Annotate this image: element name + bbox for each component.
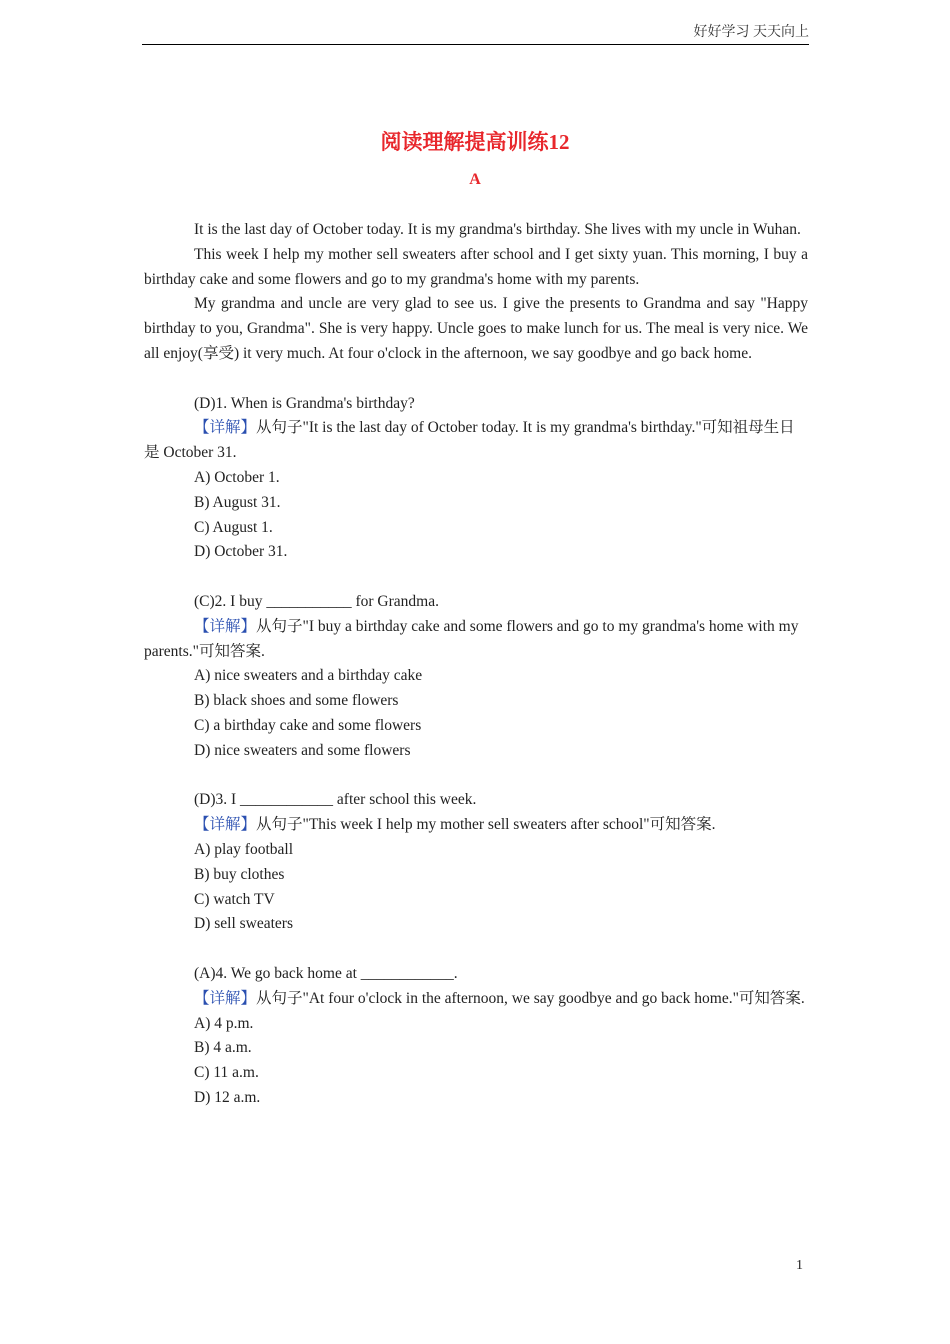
option-a: A) October 1.	[194, 468, 280, 486]
question-stem: (C)2. I buy ___________ for Grandma.	[194, 592, 439, 610]
option-d: D) sell sweaters	[194, 915, 293, 933]
option-d: D) October 31.	[194, 543, 288, 561]
passage-paragraph: It is the last day of October today. It is my grandma's birthday. She lives with my uncle in Wuhan.	[194, 221, 801, 238]
question-explanation	[144, 615, 808, 665]
option-c: C) a birthday cake and some flowers	[194, 716, 422, 734]
question-block	[144, 788, 808, 937]
question-block	[144, 392, 808, 566]
question-explanation	[144, 813, 808, 838]
explanation-tag: 【详解】	[194, 617, 257, 635]
option-b: B) 4 a.m.	[194, 1039, 252, 1057]
question-stem: (D)1. When is Grandma's birthday?	[194, 394, 415, 412]
option-b: B) black shoes and some flowers	[194, 692, 399, 710]
document-body	[144, 218, 808, 1111]
option-a: A) nice sweaters and a birthday cake	[194, 667, 423, 685]
question-explanation	[144, 416, 808, 466]
explanation-text: 从句子"At four o'clock in the afternoon, we say goodbye and go back home."可知答案.	[256, 989, 805, 1007]
section-label: A	[469, 171, 481, 188]
page-title: 阅读理解提高训练12	[380, 130, 570, 154]
explanation-tag: 【详解】	[194, 419, 257, 437]
option-b: B) August 31.	[194, 493, 281, 511]
explanation-text: 从句子"I buy a birthday cake and some flowers and go to my grandma's home with my parents."可知答案.	[144, 617, 799, 660]
explanation-text: 从句子"This week I help my mother sell sweaters after school"可知答案.	[256, 816, 716, 834]
question-explanation	[144, 987, 808, 1012]
explanation-tag: 【详解】	[194, 989, 257, 1007]
option-b: B) buy clothes	[194, 865, 285, 883]
page-number: 1	[796, 1258, 803, 1273]
explanation-text: 从句子"It is the last day of October today. It is my grandma's birthday."可知祖母生日是 October 31.	[144, 419, 795, 462]
option-a: A) play football	[194, 840, 294, 858]
option-c: C) August 1.	[194, 518, 273, 536]
question-stem: (D)3. I ____________ after school this week.	[194, 791, 477, 809]
question-stem: (A)4. We go back home at ____________.	[194, 964, 458, 982]
question-block	[144, 590, 808, 764]
option-c: C) 11 a.m.	[194, 1064, 259, 1082]
header-slogan: 好好学习 天天向上	[693, 25, 809, 40]
option-c: C) watch TV	[194, 890, 275, 908]
option-a: A) 4 p.m.	[194, 1014, 254, 1032]
option-d: D) 12 a.m.	[194, 1088, 261, 1106]
passage-paragraph: My grandma and uncle are very glad to see us. I give the presents to Grandma and say "Happy birthday to you, Grandma". She is very happy. Uncle goes to make lunch for us. The meal is very nice. We all enjoy(享受) it very much. At four o'clock in the afternoon, we say goodbye and go back home.	[144, 295, 808, 362]
passage-paragraph: This week I help my mother sell sweaters after school and I get sixty yuan. This morning, I buy a birthday cake and some flowers and go to my grandma's home with my parents.	[144, 245, 808, 288]
option-d: D) nice sweaters and some flowers	[194, 741, 411, 759]
question-block	[144, 962, 808, 1111]
explanation-tag: 【详解】	[194, 816, 257, 834]
page-header	[142, 22, 809, 45]
